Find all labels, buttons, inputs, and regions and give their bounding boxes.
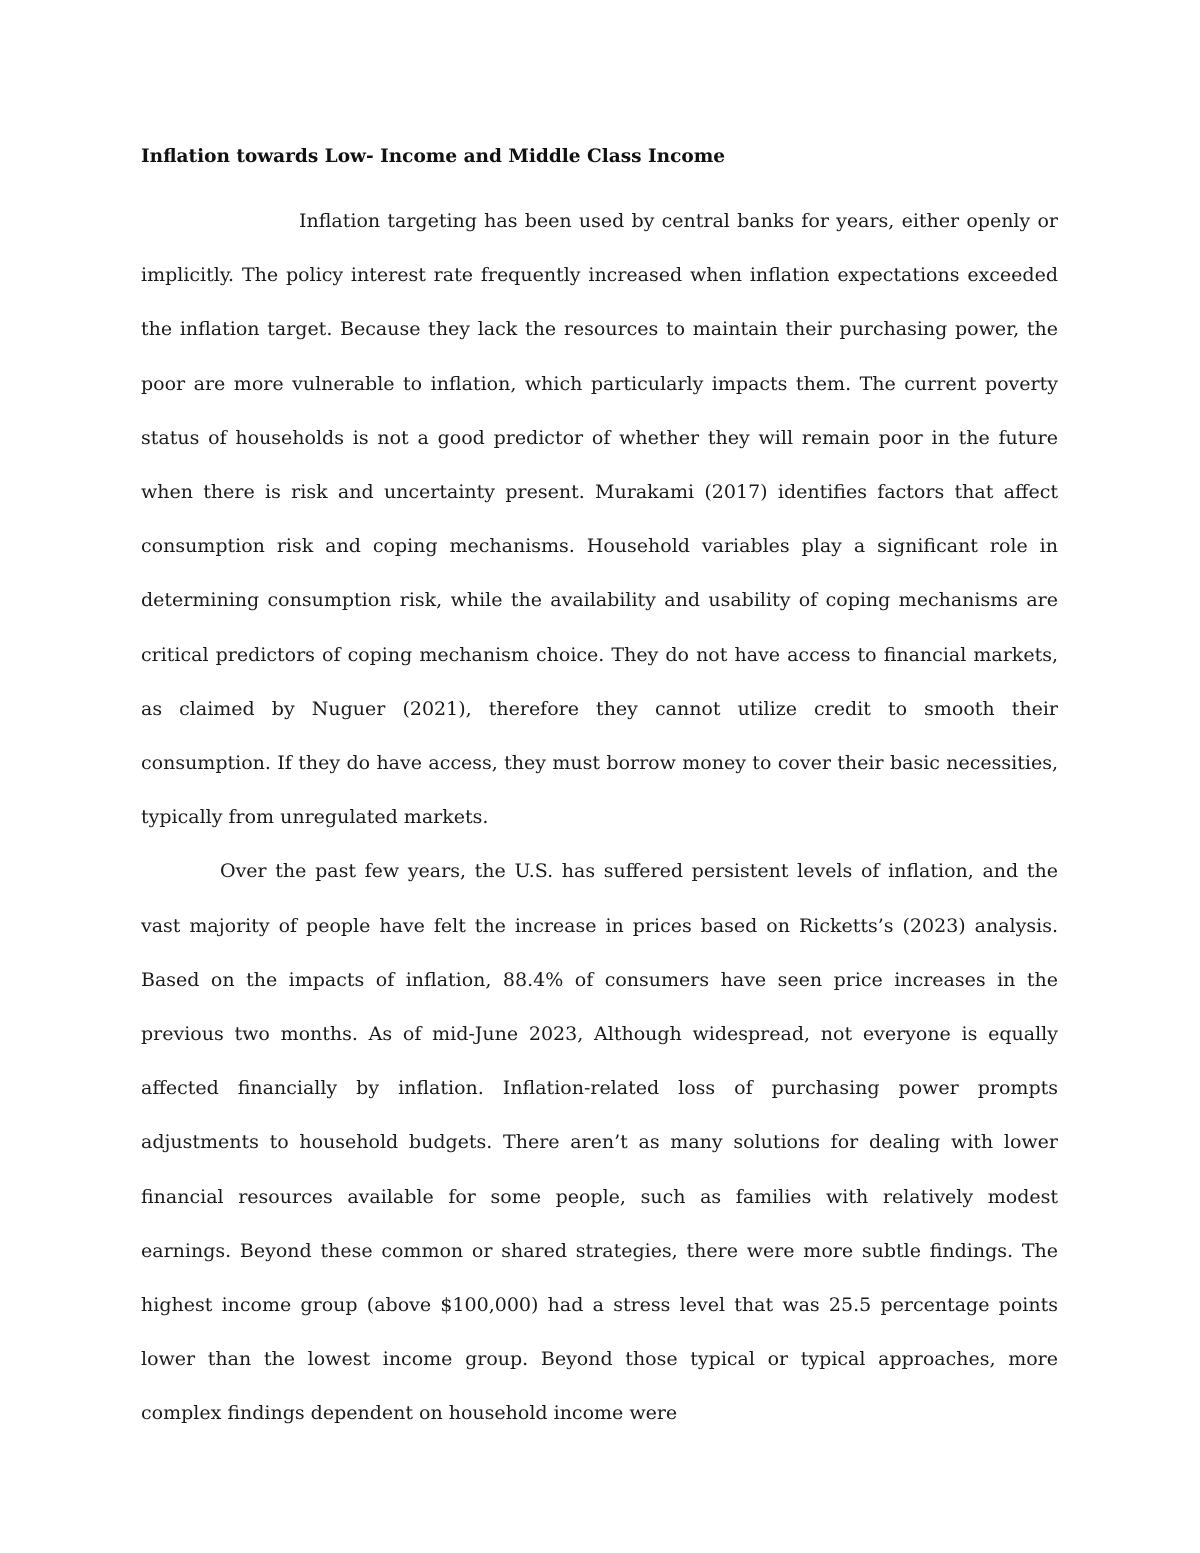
document-body — [141, 140, 1058, 1441]
paragraph-1: Inflation targeting has been used by central banks for years, either openly or implicitly. The policy interest rate frequently increased when inflation expectations exceeded the inflation target. Because they lack the resources to maintain their purchasing power, the poor are more vulnerable to inflation, which particularly impacts them. The current poverty status of households is not a good predictor of whether they will remain poor in the future when there is risk and uncertainty present. Murakami (2017) identifies factors that affect consumption risk and coping mechanisms. Household variables play a significant role in determining consumption risk, while the availability and usability of coping mechanisms are critical predictors of coping mechanism choice. They do not have access to financial markets, as claimed by Nuguer (2021), therefore they cannot utilize credit to smooth their consumption. If they do have access, they must borrow money to cover their basic necessities, typically from unregulated markets. — [141, 210, 1058, 829]
paragraph-2: Over the past few years, the U.S. has suffered persistent levels of inflation, and the vast majority of people have felt the increase in prices based on Ricketts’s (2023) analysis. Based on the impacts of inflation, 88.4% of consumers have seen price increases in the previous two months. As of mid-June 2023, Although widespread, not everyone is equally affected financially by inflation. Inflation-related loss of purchasing power prompts adjustments to household budgets. There aren’t as many solutions for dealing with lower financial resources available for some people, such as families with relatively modest earnings. Beyond these common or shared strategies, there were more subtle findings. The highest income group (above $100,000) had a stress level that was 25.5 percentage points lower than the lowest income group. Beyond those typical or typical approaches, more complex findings dependent on household income were — [141, 860, 1058, 1425]
document-title: Inflation towards Low- Income and Middle Class Income — [141, 146, 726, 167]
